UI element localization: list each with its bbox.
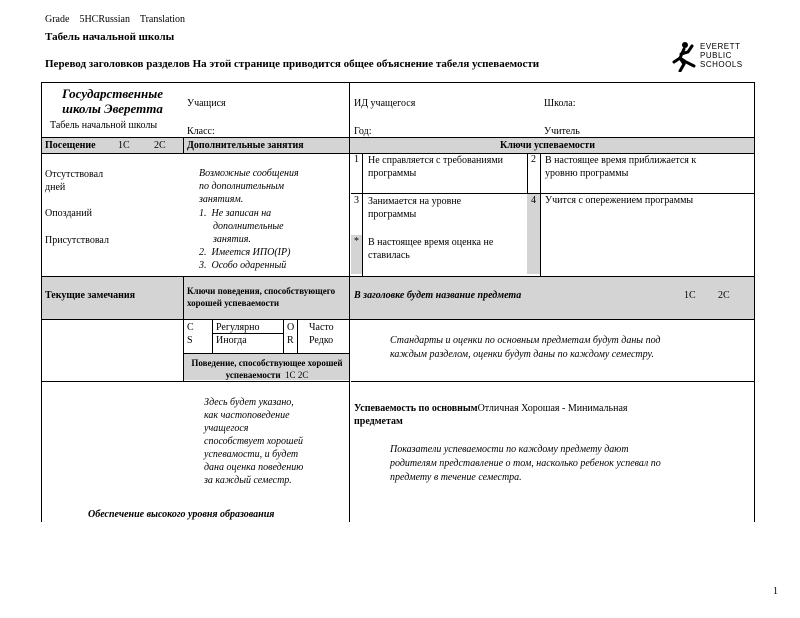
school-label: Школа: xyxy=(544,98,576,109)
core-title-line-1 xyxy=(354,402,628,415)
key-letter: C xyxy=(187,322,194,333)
additional-item-3 xyxy=(199,259,290,272)
tardy-label: Опозданий xyxy=(45,208,92,219)
excellence-footer: Обеспечение высокого уровня образования xyxy=(88,509,275,520)
subject-semester-2: 2C xyxy=(718,290,730,301)
key-3-text xyxy=(368,195,461,221)
subject-title: В заголовке будет название предмета xyxy=(354,290,522,301)
school-name-line-2: школы Эверетта xyxy=(62,101,163,116)
attendance-title: Посещение xyxy=(45,140,96,151)
table-line xyxy=(183,277,184,381)
table-line xyxy=(183,353,349,354)
core-subjects-title xyxy=(354,402,628,428)
core-note xyxy=(390,443,661,485)
year-label: Год: xyxy=(354,126,372,137)
behavior-note-line: за каждый семестр. xyxy=(204,475,292,486)
key-text-line: программы xyxy=(368,209,417,220)
school-name-line-1: Государственные xyxy=(61,86,164,101)
behavior-title-line-2 xyxy=(185,369,349,381)
table-line xyxy=(41,319,754,320)
behavior-title xyxy=(185,357,349,381)
page-subtitle xyxy=(45,58,539,70)
additional-note-line: по дополнительным xyxy=(199,181,285,192)
key-word: Редко xyxy=(309,335,334,346)
section-header-band xyxy=(41,138,754,153)
grade-code: 5HCRussian xyxy=(79,14,130,25)
item-text: дополнительные xyxy=(213,221,284,232)
present-label: Присутствовал xyxy=(45,235,109,246)
runner-icon xyxy=(672,40,702,72)
remarks-title: Текущие замечания xyxy=(45,290,136,301)
key-text-line: В настоящее время оценка не xyxy=(368,237,494,248)
additional-note-line: занятиям. xyxy=(199,194,244,205)
table-line xyxy=(283,320,284,354)
subtitle-left: Перевод заголовков разделов xyxy=(45,58,190,70)
table-right-border xyxy=(754,82,755,522)
keys-title: Ключи успеваемости xyxy=(500,140,595,151)
key-letter: R xyxy=(287,335,294,346)
table-line xyxy=(41,276,754,277)
report-card-label: Табель начальной школы xyxy=(50,120,158,131)
behavior-note-line: дана оценка поведению xyxy=(204,462,304,473)
behavior-key-words-cs xyxy=(216,321,259,347)
header-grade-line xyxy=(45,14,185,25)
key-star-text xyxy=(368,236,493,262)
key-letter: O xyxy=(287,322,295,333)
logo-line-2: PUBLIC xyxy=(700,51,732,60)
table-line xyxy=(351,381,754,382)
key-letter: S xyxy=(187,335,193,346)
item-text: Не записан на xyxy=(211,208,272,219)
table-line xyxy=(527,153,528,194)
behavior-note-line: способствует хорошей xyxy=(204,436,304,447)
core-title-line-2: предметам xyxy=(354,416,403,427)
core-grade-scale: Отличная Хорошая - Минимальная xyxy=(477,403,628,414)
key-text-line: Не справляется с требованиями xyxy=(368,155,504,166)
key-1-number: 1 xyxy=(354,154,359,165)
item-number: 3. xyxy=(199,260,207,271)
student-id-label: ИД учащегося xyxy=(354,98,416,109)
subject-note xyxy=(390,334,661,362)
table-center-line xyxy=(349,82,350,522)
key-text-line: Занимается на уровне xyxy=(368,196,462,207)
grade-label: Grade xyxy=(45,14,70,25)
absent-line-1: Отсутствовал xyxy=(45,169,104,180)
absent-line-2: дней xyxy=(45,182,66,193)
item-text: занятия. xyxy=(213,234,251,245)
table-line xyxy=(41,381,350,382)
key-word: Регулярно xyxy=(216,322,260,333)
table-line xyxy=(351,193,754,194)
table-line xyxy=(212,320,213,354)
behavior-note xyxy=(204,396,303,487)
table-top-border xyxy=(41,82,754,83)
behavior-title-line: Поведение, способствующее хорошей xyxy=(191,358,343,368)
subject-semester-1: 1C xyxy=(684,290,696,301)
key-word: Часто xyxy=(309,322,334,333)
behavior-semester-1: 1C xyxy=(285,370,296,380)
key-4-number: 4 xyxy=(531,195,536,206)
key-text-line: уровню программы xyxy=(545,168,629,179)
item-number: 2. xyxy=(199,247,207,258)
absent-label xyxy=(45,168,103,194)
everett-logo xyxy=(672,40,752,74)
school-name xyxy=(50,86,175,116)
table-line xyxy=(297,320,298,354)
behavior-keys-title xyxy=(187,285,335,309)
behavior-note-line: Здесь будет указано, xyxy=(204,397,294,408)
core-note-line: предмету в течение семестра. xyxy=(390,472,522,483)
behavior-keys-title-line: Ключи поведения, способствующего xyxy=(187,286,336,296)
additional-item-1 xyxy=(199,207,290,220)
subject-note-line: каждым разделом, оценки будут даны по каждому семестру. xyxy=(390,349,654,360)
table-line xyxy=(362,153,363,276)
behavior-title-text: успеваемости xyxy=(225,370,281,380)
core-note-line: Показатели успеваемости по каждому предмету дают xyxy=(390,444,629,455)
attendance-semester-2: 2C xyxy=(154,140,166,151)
attendance-semester-1: 1C xyxy=(118,140,130,151)
key-2-number: 2 xyxy=(531,154,536,165)
subtitle-right: На этой странице приводится общее объяснение табеля успеваемости xyxy=(192,58,540,70)
teacher-label: Учитель xyxy=(544,126,580,137)
table-line xyxy=(183,138,184,153)
logo-line-3: SCHOOLS xyxy=(700,60,743,69)
behavior-note-line: успевамости, и будет xyxy=(204,449,299,460)
key-4-text: Учится с опережением программы xyxy=(545,195,694,206)
behavior-key-words-or xyxy=(309,321,334,347)
key-star-symbol: * xyxy=(354,236,359,247)
subject-note-line: Стандарты и оценки по основным предметам будут даны под xyxy=(390,335,661,346)
item-text: Имеется ИПО(IP) xyxy=(211,247,291,258)
logo-line-1: EVERETT xyxy=(700,42,741,51)
behavior-keys-title-line: хорошей успеваемости xyxy=(187,298,280,308)
additional-note xyxy=(199,167,299,206)
additional-note-line: Возможные сообщения xyxy=(199,168,299,179)
additional-list xyxy=(199,207,290,272)
core-title-text: Успеваемость по основным xyxy=(354,403,478,414)
key-text-line: программы xyxy=(368,168,417,179)
key-word: Иногда xyxy=(216,335,247,346)
behavior-semester-2: 2C xyxy=(297,370,309,380)
core-note-line: родителям представление о том, насколько ребенок успевал по xyxy=(390,458,661,469)
page-number: 1 xyxy=(773,586,778,597)
behavior-note-line: учащегося xyxy=(204,423,249,434)
behavior-key-letters-cs xyxy=(187,321,194,347)
additional-title: Дополнительные занятия xyxy=(187,140,304,151)
key-text-line: В настоящее время приближается к xyxy=(545,155,697,166)
doc-title: Табель начальной школы xyxy=(45,31,175,43)
additional-item-2 xyxy=(199,246,290,259)
table-line xyxy=(41,137,754,138)
behavior-key-letters-or xyxy=(287,321,294,347)
item-number: 1. xyxy=(199,208,207,219)
key-1-text xyxy=(368,154,503,180)
key-2-text xyxy=(545,154,696,180)
behavior-note-line: как частоповедение xyxy=(204,410,290,421)
key-3-number: 3 xyxy=(354,195,359,206)
translation-label: Translation xyxy=(139,14,186,25)
table-left-border xyxy=(41,82,42,522)
key-gray-block-3 xyxy=(527,235,540,274)
class-label: Класс: xyxy=(187,126,215,137)
table-line xyxy=(540,153,541,276)
key-text-line: ставилась xyxy=(368,250,410,261)
student-label: Учащися xyxy=(187,98,226,109)
item-text: Особо одаренный xyxy=(211,260,287,271)
